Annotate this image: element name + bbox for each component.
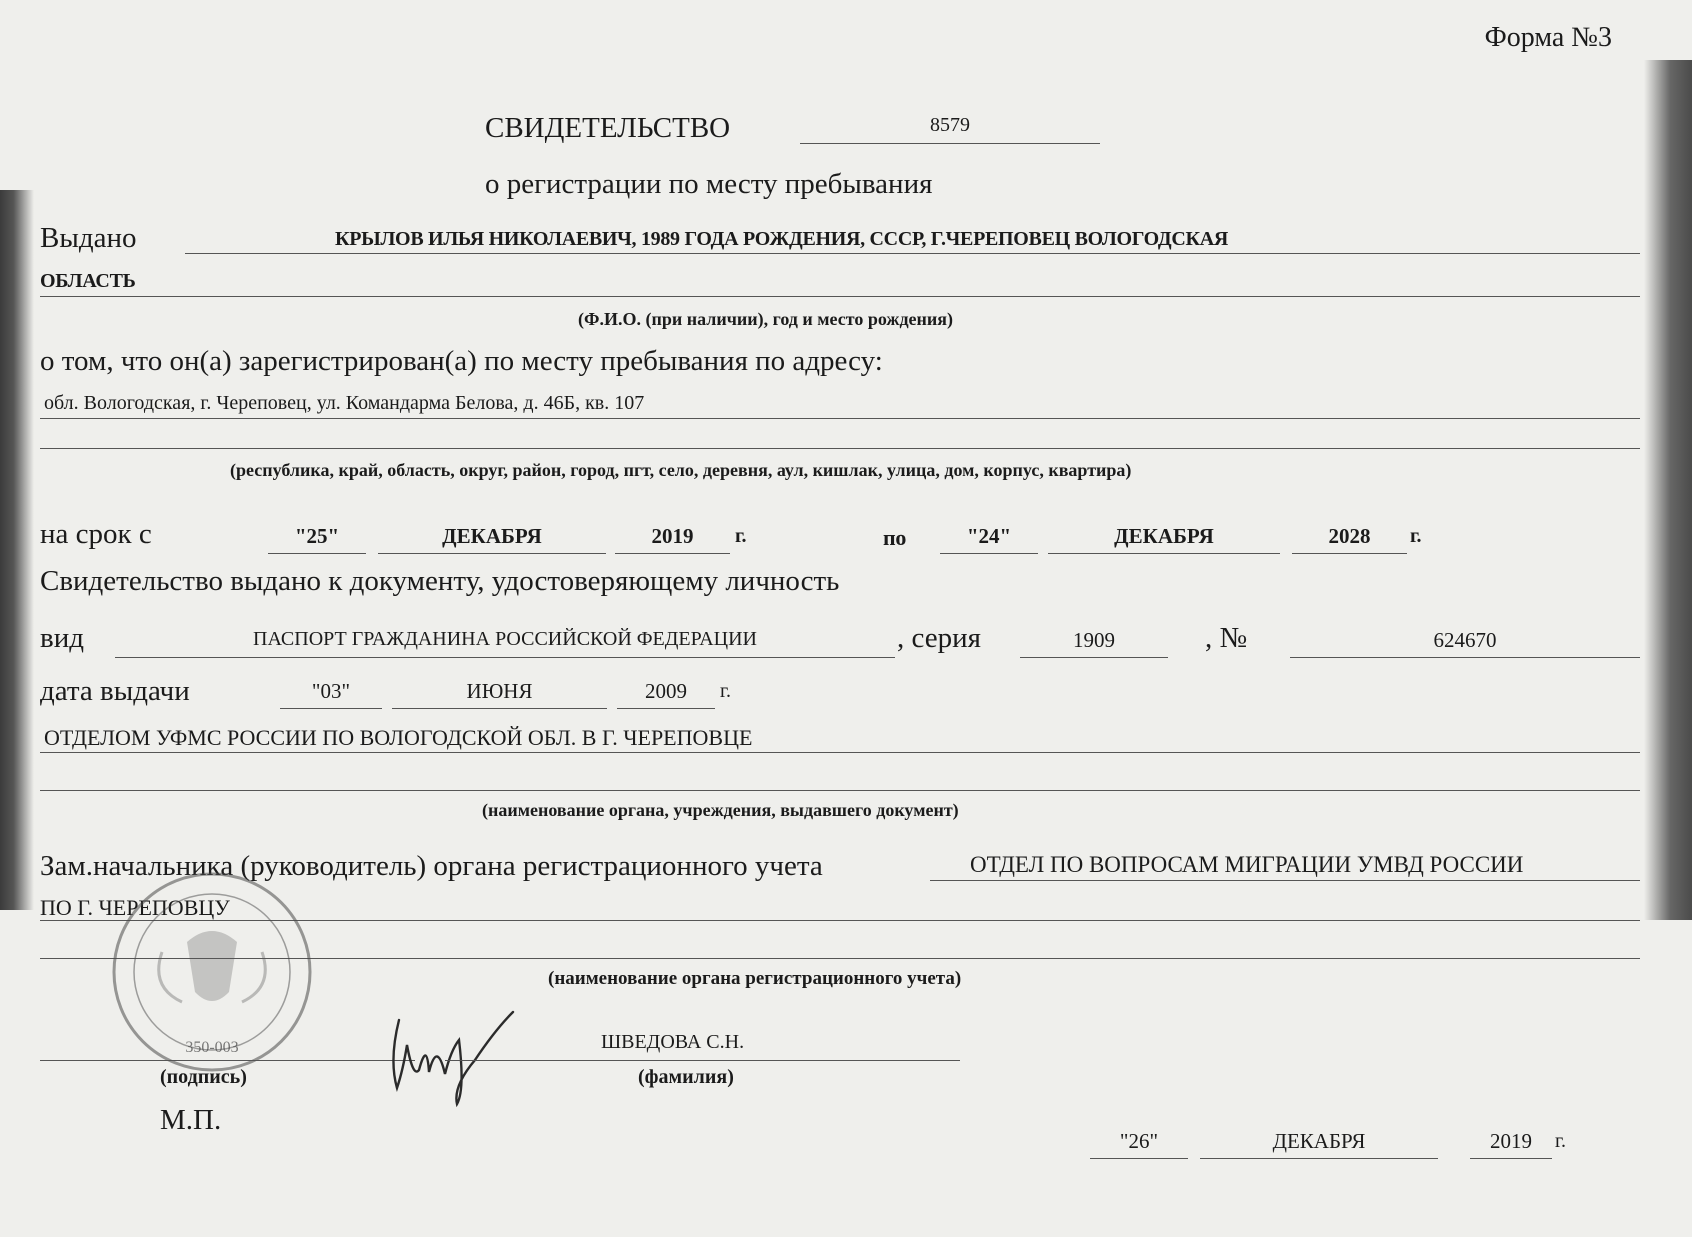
- period-from-month: ДЕКАБРЯ: [378, 553, 606, 554]
- signature-caption: (подпись): [160, 1066, 247, 1088]
- issuer-line-2: [40, 790, 1640, 791]
- period-from-year: 2019: [615, 553, 730, 554]
- period-from-day: "25": [268, 553, 366, 554]
- registration-body-caption: (наименование органа регистрационного учета): [548, 968, 962, 989]
- final-year-suffix: г.: [1555, 1130, 1566, 1152]
- issued-to-caption: (Ф.И.О. (при наличии), год и место рождения): [578, 309, 954, 329]
- period-to-label: по: [883, 525, 907, 550]
- period-to-year-suffix: г.: [1410, 525, 1422, 547]
- document-number-label: , №: [1205, 622, 1248, 654]
- registration-body-value: ОТДЕЛ ПО ВОПРОСАМ МИГРАЦИИ УМВД РОССИИ: [970, 852, 1524, 877]
- period-to-month: ДЕКАБРЯ: [1048, 553, 1280, 554]
- registration-body-city: ПО Г. ЧЕРЕПОВЦУ: [40, 895, 230, 920]
- address-line-2: [40, 448, 1640, 449]
- document-type-label: вид: [40, 622, 84, 654]
- final-day-field: "26": [1090, 1158, 1188, 1159]
- form-number: Форма №3: [1484, 22, 1612, 53]
- final-year-field: 2019: [1470, 1158, 1552, 1159]
- period-to-day: "24": [940, 553, 1038, 554]
- signature-line: [40, 1060, 415, 1061]
- document-series-label: , серия: [897, 622, 981, 654]
- issued-to-line-2: [40, 296, 1640, 297]
- issue-day-field: "03": [280, 708, 382, 709]
- registration-body-label: Зам.начальника (руководитель) органа регистрационного учета: [40, 850, 823, 882]
- official-seal: [92, 872, 332, 1072]
- document-number-field: 624670: [1290, 657, 1640, 658]
- registration-body-line-1: [930, 880, 1640, 881]
- document-title: СВИДЕТЕЛЬСТВО: [485, 112, 731, 144]
- address-value: обл. Вологодская, г. Череповец, ул. Командарма Белова, д. 46Б, кв. 107: [44, 392, 645, 414]
- issue-date-label: дата выдачи: [40, 675, 190, 707]
- address-line-1: [40, 418, 1640, 419]
- surname-caption: (фамилия): [638, 1066, 734, 1088]
- handwritten-signature: [385, 1000, 535, 1110]
- document-issuer: ОТДЕЛОМ УФМС РОССИИ ПО ВОЛОГОДСКОЙ ОБЛ. В Г. ЧЕРЕПОВЦЕ: [44, 725, 753, 750]
- issue-year-field: 2009: [617, 708, 715, 709]
- final-month-field: ДЕКАБРЯ: [1200, 1158, 1438, 1159]
- seal-number: 350-003: [185, 1039, 239, 1056]
- issued-to-name: КРЫЛОВ ИЛЬЯ НИКОЛАЕВИЧ, 1989 ГОДА РОЖДЕНИЯ, СССР, Г.ЧЕРЕПОВЕЦ ВОЛОГОДСКАЯ: [335, 228, 1229, 250]
- address-intro: о том, что он(а) зарегистрирован(а) по месту пребывания по адресу:: [40, 345, 883, 377]
- scan-shadow-left: [0, 190, 34, 910]
- issued-to-region: ОБЛАСТЬ: [40, 270, 136, 292]
- certificate-number: 8579: [930, 114, 970, 136]
- surname-field: ШВЕДОВА С.Н.: [445, 1060, 960, 1061]
- period-from-label: на срок с: [40, 518, 152, 550]
- issuer-line-1: [40, 752, 1640, 753]
- document-subtitle: о регистрации по месту пребывания: [485, 168, 933, 200]
- document-series-field: 1909: [1020, 657, 1168, 658]
- issued-to-label: Выдано: [40, 222, 137, 254]
- address-caption: (республика, край, область, округ, район, город, пгт, село, деревня, аул, кишлак, улица, дом, корпус, квартира): [230, 460, 1132, 480]
- stamp-place: М.П.: [160, 1104, 222, 1136]
- period-from-year-suffix: г.: [735, 525, 747, 547]
- issued-to-line-1: [185, 253, 1640, 254]
- scan-shadow-right: [1644, 60, 1692, 920]
- certificate-number-field: [800, 114, 1100, 144]
- issuer-caption: (наименование органа, учреждения, выдавшего документ): [482, 800, 959, 820]
- document-type-field: ПАСПОРТ ГРАЖДАНИНА РОССИЙСКОЙ ФЕДЕРАЦИИ: [115, 657, 895, 658]
- issue-year-suffix: г.: [720, 680, 731, 702]
- period-to-year: 2028: [1292, 553, 1407, 554]
- issue-month-field: ИЮНЯ: [392, 708, 607, 709]
- document-intro: Свидетельство выдано к документу, удостоверяющему личность: [40, 565, 840, 597]
